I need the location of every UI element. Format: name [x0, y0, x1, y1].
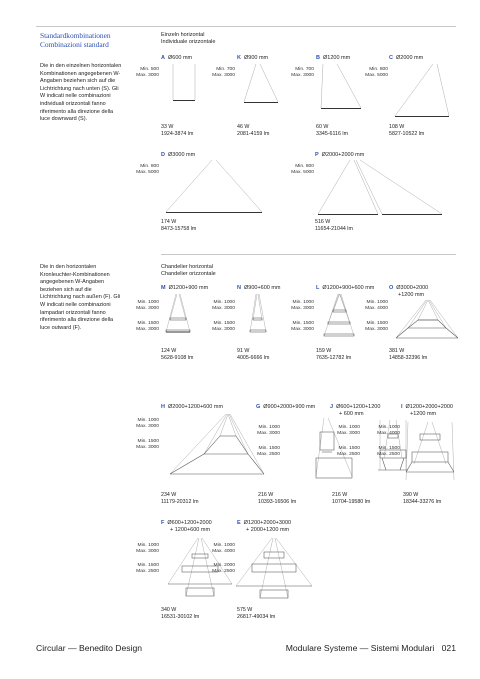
- item-suspension2-E: Min. 2000 Max. 2500: [212, 563, 235, 575]
- item-label-N: N Ø900+600 mm: [237, 285, 281, 291]
- item-suspension-A: Min. 500 Max. 3000: [136, 67, 159, 79]
- item-suspension-H: Min. 1000 Max. 3000: [136, 418, 159, 430]
- item-suspension2-F: Min. 1500 Max. 2500: [136, 563, 159, 575]
- item-output-B: 60 W 3345-6116 lm: [316, 124, 348, 137]
- item-suspension-G: Min. 1000 Max. 3000: [257, 425, 280, 437]
- lamp-drawing-E: [228, 538, 318, 608]
- item-output-L: 159 W 7635-12782 lm: [316, 348, 352, 361]
- item-suspension-F: Min. 1000 Max. 3000: [136, 543, 159, 555]
- group-rule: [161, 254, 456, 255]
- item-output-D: 174 W 8473-15758 lm: [161, 219, 197, 232]
- lamp-drawing-D: [160, 160, 270, 220]
- item-output-G: 216 W 10393-16506 lm: [258, 492, 297, 505]
- lamp-drawing-I: [400, 422, 460, 486]
- item-output-O: 381 W 14858-32396 lm: [389, 348, 428, 361]
- item-label-M: M Ø1200+900 mm: [161, 285, 209, 291]
- item-label-D: D Ø3000 mm: [161, 152, 196, 158]
- item-suspension2-O: Min. 1500 Max. 3000: [365, 321, 388, 333]
- lamp-drawing-N: [240, 294, 275, 344]
- item-output-J: 216 W 10704-19580 lm: [332, 492, 371, 505]
- item-suspension-B: Min. 700 Max. 3000: [291, 67, 314, 79]
- intro-text-outward: Die in den horizontalen Kronleuchter-Kombinationen angegebenen W-Angaben beziehen sich auf die Lichtrichtung nach außen (F). Gli W indicati nelle combinazioni lampadari orizzontali fanno riferimento alla direzione della luce outward (F).: [40, 264, 121, 331]
- lamp-drawing-C: [389, 64, 459, 122]
- item-output-H: 234 W 11179-20312 lm: [161, 492, 199, 505]
- item-label-K: K Ø900 mm: [237, 55, 269, 61]
- item-suspension-N: Min. 1000 Max. 3000: [212, 300, 235, 312]
- item-suspension-O: Min. 1000 Max. 4000: [365, 300, 388, 312]
- item-label-I: I Ø1200+2000+2000 +1200 mm: [401, 404, 453, 417]
- item-suspension-M: Min. 1000 Max. 3000: [136, 300, 159, 312]
- item-suspension-E: Min. 1000 Max. 4000: [212, 543, 235, 555]
- item-output-A: 33 W 1924-3874 lm: [161, 124, 194, 137]
- item-suspension-D: Min. 800 Max. 5000: [136, 164, 159, 176]
- group-header-chandelier: Chandelier horizontal Chandelier orizzontale: [161, 264, 216, 278]
- item-label-F: F Ø600+1200+2000 + 1200+600 mm: [161, 520, 212, 533]
- item-label-L: L Ø1200+900+600 mm: [316, 285, 375, 291]
- item-label-H: H Ø2000+1200+600 mm: [161, 404, 224, 410]
- lamp-drawing-O: [392, 300, 462, 346]
- item-output-E: 575 W 26817-49034 lm: [237, 607, 276, 620]
- item-suspension2-G: Min. 1500 Max. 2500: [257, 446, 280, 458]
- item-suspension2-J: Min. 1500 Max. 2500: [337, 446, 360, 458]
- item-suspension2-N: Min. 1500 Max. 3000: [212, 321, 235, 333]
- section-heading: Standardkombinationen Combinazioni standard: [40, 31, 111, 49]
- item-suspension2-H: Min. 1500 Max. 3000: [136, 439, 159, 451]
- item-suspension-L: Min. 1000 Max. 3000: [291, 300, 314, 312]
- item-suspension-I: Min. 1000 Max. 4000: [377, 425, 400, 437]
- item-label-P: P Ø2000+2000 mm: [315, 152, 365, 158]
- item-output-F: 340 W 16531-30102 lm: [161, 607, 200, 620]
- item-suspension2-M: Min. 1500 Max. 3000: [136, 321, 159, 333]
- item-suspension2-L: Min. 1500 Max. 3000: [291, 321, 314, 333]
- item-suspension-C: Min. 800 Max. 5000: [365, 67, 388, 79]
- group-header-individual: Einzeln horizontal Individuale orizzontale: [161, 32, 216, 46]
- page-number: 021: [441, 643, 456, 653]
- item-output-K: 46 W 2081-4159 lm: [237, 124, 270, 137]
- item-output-C: 108 W 5827-10522 lm: [389, 124, 425, 137]
- item-label-J: J Ø600+1200+1200 + 600 mm: [330, 404, 381, 417]
- item-label-O: O Ø3000+2000 +1200 mm: [389, 285, 429, 298]
- item-output-M: 124 W 5628-9108 lm: [161, 348, 194, 361]
- footer-left: Circular — Benedito Design: [36, 643, 143, 653]
- item-label-B: B Ø1200 mm: [316, 55, 351, 61]
- footer-right: Modulare Systeme — Sistemi Modulari 021: [285, 643, 456, 653]
- item-label-A: A Ø600 mm: [161, 55, 193, 61]
- item-output-N: 91 W 4005-6666 lm: [237, 348, 270, 361]
- lamp-drawing-P: [312, 160, 452, 220]
- item-suspension-K: Min. 700 Max. 3000: [212, 67, 235, 79]
- intro-text-downward: Die in den einzelnen horizontalen Kombinationen angegebenen W-Angaben beziehen sich auf die Lichtrichtung nach unten (S). Gli W indicati nelle combinazioni individuali orizzontali fanno riferimento alla direzione della luce downward (S).: [40, 63, 122, 123]
- item-label-C: C Ø2000 mm: [389, 55, 424, 61]
- item-label-E: E Ø1200+2000+3000 + 2000+1200 mm: [237, 520, 292, 533]
- item-suspension2-I: Min. 1500 Max. 2500: [377, 446, 400, 458]
- item-suspension-P: Min. 800 Max. 5000: [291, 164, 314, 176]
- item-suspension-J: Min. 1000 Max. 3000: [337, 425, 360, 437]
- item-label-G: G Ø900+2000+900 mm: [256, 404, 316, 410]
- item-output-I: 390 W 18344-33276 lm: [403, 492, 442, 505]
- item-output-P: 516 W 11654-21044 lm: [315, 219, 353, 232]
- top-rule: [36, 26, 456, 27]
